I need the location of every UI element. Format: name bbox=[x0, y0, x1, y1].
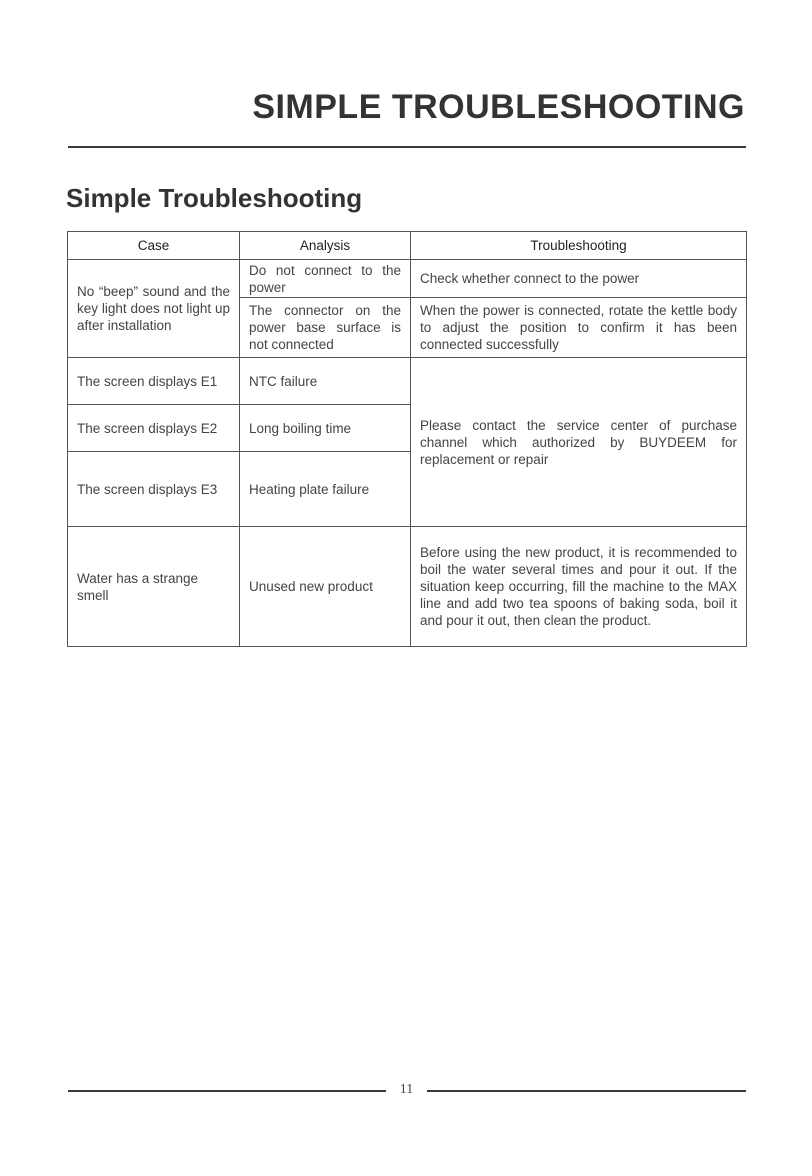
case-cell: The screen displays E1 bbox=[68, 358, 240, 405]
table-header-row bbox=[68, 232, 747, 260]
troubleshooting-table bbox=[67, 231, 747, 647]
header-divider bbox=[68, 146, 746, 148]
table-row bbox=[68, 358, 747, 405]
footer-divider-left bbox=[68, 1090, 386, 1092]
column-header-troubleshooting: Troubleshooting bbox=[411, 232, 747, 260]
analysis-cell: Unused new product bbox=[240, 527, 411, 647]
troubleshooting-cell: Before using the new product, it is recommended to boil the water several times and pour it out. If the situation keep occurring, fill the machine to the MAX line and add two tea spoons of baking soda, boil it and pour it out, then clean the product. bbox=[411, 527, 747, 647]
table-row bbox=[68, 260, 747, 298]
analysis-cell: Long boiling time bbox=[240, 405, 411, 452]
case-cell: No “beep” sound and the key light does not light up after installation bbox=[68, 260, 240, 358]
page-header-title: SIMPLE TROUBLESHOOTING bbox=[252, 88, 745, 126]
page-number: 11 bbox=[399, 1082, 414, 1097]
analysis-cell: Heating plate failure bbox=[240, 452, 411, 527]
shared-troubleshooting-cell: Please contact the service center of purchase channel which authorized by BUYDEEM for replacement or repair bbox=[411, 358, 747, 527]
section-title: Simple Troubleshooting bbox=[66, 183, 363, 213]
case-cell: The screen displays E3 bbox=[68, 452, 240, 527]
analysis-cell: Do not connect to the power bbox=[240, 260, 411, 298]
analysis-cell: NTC failure bbox=[240, 358, 411, 405]
troubleshooting-cell: Check whether connect to the power bbox=[411, 260, 747, 298]
troubleshooting-cell: When the power is connected, rotate the kettle body to adjust the position to confirm it has been connected successfully bbox=[411, 298, 747, 358]
case-cell: The screen displays E2 bbox=[68, 405, 240, 452]
table-row bbox=[68, 527, 747, 647]
case-cell: Water has a strange smell bbox=[68, 527, 240, 647]
footer-divider-right bbox=[427, 1090, 746, 1092]
analysis-cell: The connector on the power base surface is not connected bbox=[240, 298, 411, 358]
column-header-analysis: Analysis bbox=[240, 232, 411, 260]
column-header-case: Case bbox=[68, 232, 240, 260]
